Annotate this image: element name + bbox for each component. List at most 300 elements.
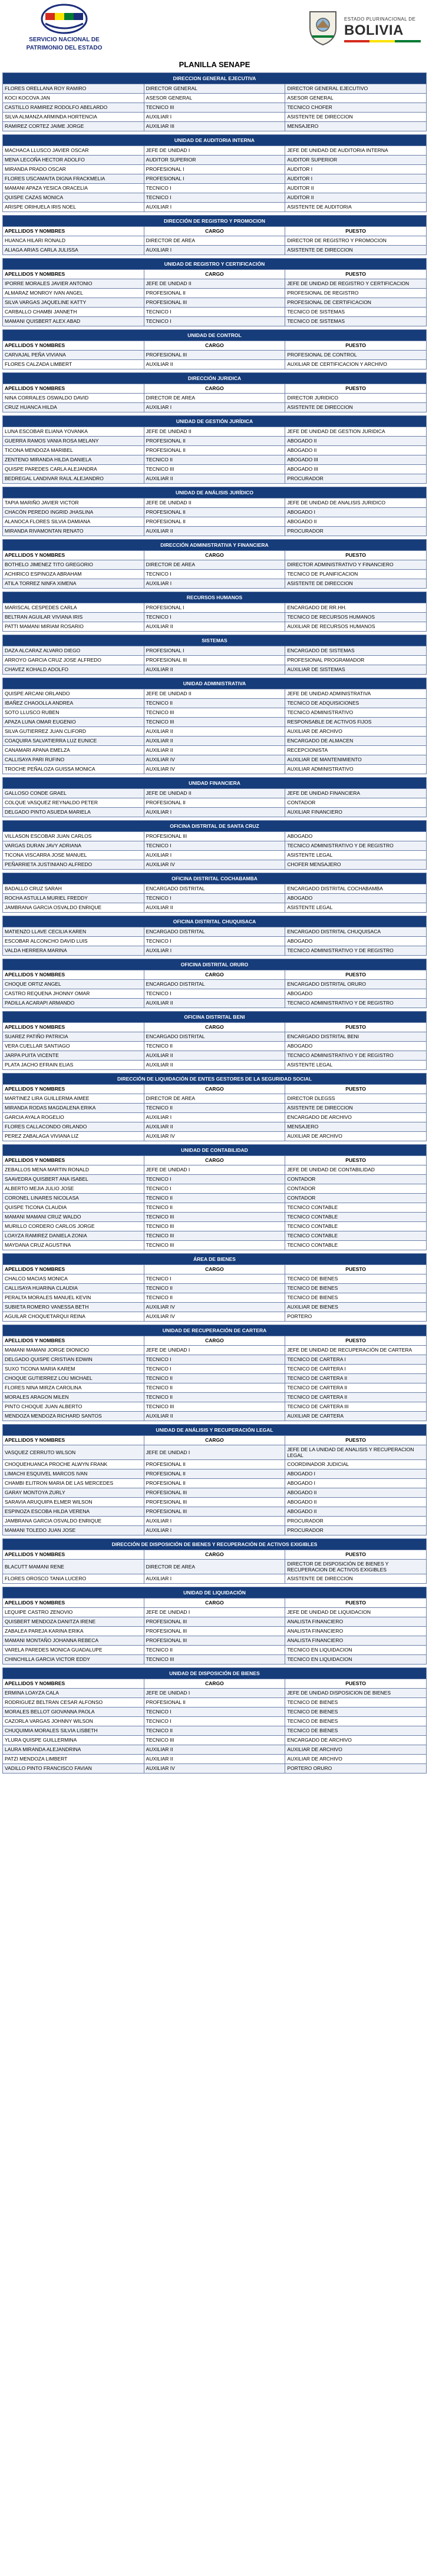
column-header-row — [3, 270, 427, 279]
cargo-cell: AUXILIAR I — [144, 579, 285, 589]
puesto-cell: DIRECTOR ADMINISTRATIVO Y FINANCIERO — [285, 560, 427, 570]
table-row — [3, 1517, 427, 1526]
employee-name-cell: ACHIRICO ESPINOZA ABRAHAM — [3, 570, 144, 579]
employee-name-cell: CRUZ HUANCA HILDA — [3, 403, 144, 412]
puesto-cell: AUXILIAR DE ARCHIVO — [285, 727, 427, 737]
table-row — [3, 1032, 427, 1042]
puesto-cell: ABOGADO I — [285, 1469, 427, 1479]
puesto-cell: ENCARGADO DE SISTEMAS — [285, 646, 427, 656]
puesto-cell: TECNICO DE CARTERA I — [285, 1365, 427, 1374]
section-header — [3, 592, 427, 603]
employee-name-cell: TROCHE PEÑALOZA GUISSA MONICA — [3, 765, 144, 774]
cargo-cell: TECNICO I — [144, 613, 285, 622]
table-row — [3, 1104, 427, 1113]
cargo-cell: TECNICO I — [144, 989, 285, 999]
section-header — [3, 135, 427, 146]
puesto-cell: JEFE DE UNIDAD DE CONTABILIDAD — [285, 1165, 427, 1175]
column-header-puesto: PUESTO — [285, 551, 427, 560]
cargo-cell: PROFESIONAL III — [144, 832, 285, 841]
employee-name-cell: TICONA MENDOZA MARIBEL — [3, 446, 144, 455]
column-header-row — [3, 384, 427, 394]
table-row — [3, 1042, 427, 1051]
cargo-cell: TECNICO III — [144, 465, 285, 474]
table-row — [3, 94, 427, 103]
employee-name-cell: IPORRE MORALES JAVIER ANTONIO — [3, 279, 144, 289]
puesto-cell: TECNICO CONTABLE — [285, 1231, 427, 1241]
employee-name-cell: BADALLO CRUZ SARAH — [3, 884, 144, 894]
table-row — [3, 156, 427, 165]
puesto-cell: ASESOR GENERAL — [285, 94, 427, 103]
employee-name-cell: ALIAGA ARIAS CARLA JULISSA — [3, 246, 144, 255]
section-title: UNIDAD DE ANÁLISIS JURÍDICO — [3, 487, 427, 498]
table-row — [3, 841, 427, 851]
cargo-cell: TECNICO III — [144, 1241, 285, 1250]
table-row — [3, 279, 427, 289]
puesto-cell: RESPONSABLE DE ACTIVOS FIJOS — [285, 718, 427, 727]
column-header-puesto: PUESTO — [285, 1265, 427, 1274]
cargo-cell: PROFESIONAL II — [144, 437, 285, 446]
section-title: UNIDAD DE LIQUIDACIÓN — [3, 1587, 427, 1599]
section-header — [3, 873, 427, 884]
table-row — [3, 236, 427, 246]
column-header-name: APELLIDOS Y NOMBRES — [3, 1265, 144, 1274]
column-header-puesto: PUESTO — [285, 1023, 427, 1032]
table-row — [3, 1222, 427, 1231]
table-row — [3, 789, 427, 798]
cargo-cell: AUXILIAR I — [144, 1526, 285, 1535]
employee-name-cell: CHOQUE GUTIERREZ LOU MICHAEL — [3, 1374, 144, 1383]
employee-name-cell: CANAMARI APANA EMELZA — [3, 746, 144, 755]
employee-name-cell: MORALES BELLOT GIOVANNA PAOLA — [3, 1708, 144, 1717]
cargo-cell: AUXILIAR IV — [144, 860, 285, 870]
puesto-cell: JEFE DE LA UNIDAD DE ANALISIS Y RECUPERACION LEGAL — [285, 1445, 427, 1460]
employee-name-cell: TICONA VISCARRA JOSE MANUEL — [3, 851, 144, 860]
cargo-cell: AUXILIAR II — [144, 999, 285, 1008]
puesto-cell: JEFE DE UNIDAD DE LIQUIDACION — [285, 1608, 427, 1617]
puesto-cell: PROFESIONAL DE CERTIFICACION — [285, 298, 427, 308]
puesto-cell: CONTADOR — [285, 798, 427, 808]
column-header-row — [3, 1265, 427, 1274]
puesto-cell: TECNICO DE CARTERA I — [285, 1355, 427, 1365]
cargo-cell: PROFESIONAL III — [144, 1636, 285, 1646]
section-title: OFICINA DISTRITAL BENI — [3, 1012, 427, 1023]
table-row — [3, 1636, 427, 1646]
puesto-cell: TECNICO EN LIQUIDACION — [285, 1646, 427, 1655]
cargo-cell: TECNICO III — [144, 1402, 285, 1412]
employee-name-cell: GALLOSO CONDE GRAEL — [3, 789, 144, 798]
column-header-cargo: CARGO — [144, 551, 285, 560]
section-title: UNIDAD DE AUDITORIA INTERNA — [3, 135, 427, 146]
employee-name-cell: RODRIGUEZ BELTRAN CESAR ALFONSO — [3, 1698, 144, 1708]
cargo-cell: PROFESIONAL II — [144, 1469, 285, 1479]
employee-name-cell: MIRANDA PRADO OSCAR — [3, 165, 144, 174]
puesto-cell: AUXILIAR DE RECURSOS HUMANOS — [285, 622, 427, 632]
employee-name-cell: LIMACHI ESQUIVEL MARCOS IVAN — [3, 1469, 144, 1479]
column-header-name: APELLIDOS Y NOMBRES — [3, 384, 144, 394]
employee-name-cell: SILVA GUTIERREZ JUAN CLIFORD — [3, 727, 144, 737]
cargo-cell: TECNICO I — [144, 570, 285, 579]
employee-name-cell: SUAREZ PATIÑO PATRICIA — [3, 1032, 144, 1042]
table-row — [3, 174, 427, 184]
employee-name-cell: VILLASON ESCOBAR JUAN CARLOS — [3, 832, 144, 841]
employee-name-cell: DELGADO QUISPE CRISTIAN EDWIN — [3, 1355, 144, 1365]
table-row — [3, 1274, 427, 1284]
table-row — [3, 999, 427, 1008]
staff-table-body — [3, 73, 427, 1774]
table-row — [3, 1132, 427, 1141]
puesto-cell: ANALISTA FINANCIERO — [285, 1627, 427, 1636]
puesto-cell: ASISTENTE LEGAL — [285, 903, 427, 913]
table-row — [3, 989, 427, 999]
employee-name-cell: LOAYZA RAMIREZ DANIELA ZONIA — [3, 1231, 144, 1241]
cargo-cell: DIRECTOR DE AREA — [144, 394, 285, 403]
puesto-cell: DIRECTOR DE DISPOSICIÓN DE BIENES Y RECUPERACION DE ACTIVOS EXIGIBLES — [285, 1560, 427, 1574]
cargo-cell: AUXILIAR II — [144, 527, 285, 536]
section-header — [3, 1074, 427, 1085]
puesto-cell: PROCURADOR — [285, 1526, 427, 1535]
employee-name-cell: FLORES NINA MIRZA CAROLINA — [3, 1383, 144, 1393]
puesto-cell: ENCARGADO DE ARCHIVO — [285, 1736, 427, 1745]
employee-name-cell: SOTO LLUSCO RUBEN — [3, 708, 144, 718]
table-row — [3, 1203, 427, 1213]
employee-name-cell: LUNA ESCOBAR ELIANA YOVANKA — [3, 427, 144, 437]
column-header-name: APELLIDOS Y NOMBRES — [3, 270, 144, 279]
cargo-cell: AUXILIAR I — [144, 403, 285, 412]
puesto-cell: PROCURADOR — [285, 1517, 427, 1526]
table-row — [3, 1445, 427, 1460]
column-header-name: APELLIDOS Y NOMBRES — [3, 1156, 144, 1165]
section-title: DIRECCIÓN DE LIQUIDACIÓN DE ENTES GESTORES DE LA SEGURIDAD SOCIAL — [3, 1074, 427, 1085]
puesto-cell: PROFESIONAL DE CONTROL — [285, 351, 427, 360]
puesto-cell: COORDINADOR JUDICIAL — [285, 1460, 427, 1469]
table-row — [3, 308, 427, 317]
cargo-cell: AUXILIAR I — [144, 808, 285, 817]
employee-name-cell: ARROYO GARCIA CRUZ JOSE ALFREDO — [3, 656, 144, 665]
table-row — [3, 1627, 427, 1636]
table-row — [3, 1689, 427, 1698]
table-row — [3, 1479, 427, 1488]
table-row — [3, 1736, 427, 1745]
cargo-cell: AUXILIAR II — [144, 746, 285, 755]
puesto-cell: TECNICO DE CARTERA II — [285, 1374, 427, 1383]
section-title: ÁREA DE BIENES — [3, 1254, 427, 1265]
column-header-puesto: PUESTO — [285, 1599, 427, 1608]
column-header-cargo: CARGO — [144, 1599, 285, 1608]
employee-name-cell: PATTI MAMANI MIRIAM ROSARIO — [3, 622, 144, 632]
cargo-cell: AUXILIAR IV — [144, 1303, 285, 1312]
table-row — [3, 474, 427, 484]
cargo-cell: PROFESIONAL II — [144, 798, 285, 808]
cargo-cell: JEFE DE UNIDAD I — [144, 146, 285, 156]
table-row — [3, 122, 427, 131]
puesto-cell: ABOGADO — [285, 1042, 427, 1051]
puesto-cell: ENCARGADO DISTRITAL ORURO — [285, 980, 427, 989]
column-header-cargo: CARGO — [144, 227, 285, 236]
table-row — [3, 937, 427, 946]
column-header-row — [3, 1085, 427, 1094]
cargo-cell: PROFESIONAL III — [144, 1627, 285, 1636]
table-row — [3, 613, 427, 622]
table-row — [3, 737, 427, 746]
cargo-cell: AUXILIAR I — [144, 1517, 285, 1526]
cargo-cell: PROFESIONAL II — [144, 1479, 285, 1488]
employee-name-cell: RAMIREZ CORTEZ JAIME JORGE — [3, 122, 144, 131]
table-row — [3, 1655, 427, 1665]
section-header — [3, 330, 427, 341]
cargo-cell: AUXILIAR II — [144, 727, 285, 737]
puesto-cell: MENSAJERO — [285, 122, 427, 131]
column-header-puesto: PUESTO — [285, 341, 427, 351]
table-row — [3, 1184, 427, 1194]
cargo-cell: ENCARGADO DISTRITAL — [144, 980, 285, 989]
puesto-cell: TECNICO EN LIQUIDACION — [285, 1655, 427, 1665]
table-row — [3, 727, 427, 737]
puesto-cell: ABOGADO — [285, 937, 427, 946]
column-header-row — [3, 227, 427, 236]
section-title: DIRECCIÓN ADMINISTRATIVA Y FINANCIERA — [3, 540, 427, 551]
puesto-cell: JEFE DE UNIDAD ADMINISTRATIVA — [285, 689, 427, 699]
puesto-cell: ENCARGADO DISTRITAL BENI — [285, 1032, 427, 1042]
cargo-cell: PROFESIONAL II — [144, 1460, 285, 1469]
employee-name-cell: FLORES CALLACONDO ORLANDO — [3, 1122, 144, 1132]
state-label-big: BOLIVIA — [344, 22, 404, 38]
table-row — [3, 708, 427, 718]
cargo-cell: TECNICO I — [144, 1274, 285, 1284]
column-header-cargo: CARGO — [144, 1265, 285, 1274]
employee-name-cell: CHOQUE ORTIZ ANGEL — [3, 980, 144, 989]
cargo-cell: AUXILIAR II — [144, 737, 285, 746]
puesto-cell: AUXILIAR DE ARCHIVO — [285, 1755, 427, 1764]
employee-name-cell: CALLISAYA HUARINA CLAUDIA — [3, 1284, 144, 1293]
table-row — [3, 1498, 427, 1507]
column-header-name: APELLIDOS Y NOMBRES — [3, 1679, 144, 1689]
section-title: UNIDAD DE RECUPERACIÓN DE CARTERA — [3, 1325, 427, 1336]
puesto-cell: AUXILIAR DE CERTIFICACION Y ARCHIVO — [285, 360, 427, 369]
table-row — [3, 1755, 427, 1764]
cargo-cell: AUXILIAR I — [144, 946, 285, 956]
puesto-cell: TECNICO CONTABLE — [285, 1241, 427, 1250]
table-row — [3, 1608, 427, 1617]
puesto-cell: TECNICO CONTABLE — [285, 1213, 427, 1222]
cargo-cell: PROFESIONAL I — [144, 603, 285, 613]
cargo-cell: PROFESIONAL II — [144, 1698, 285, 1708]
column-header-cargo: CARGO — [144, 1023, 285, 1032]
column-header-cargo: CARGO — [144, 1336, 285, 1346]
employee-name-cell: MACHACA LLUSCO JAVIER OSCAR — [3, 146, 144, 156]
cargo-cell: JEFE DE UNIDAD I — [144, 1165, 285, 1175]
puesto-cell: TECNICO DE BIENES — [285, 1717, 427, 1726]
employee-name-cell: LAURA MIRANDA ALEJANDRINA — [3, 1745, 144, 1755]
puesto-cell: ASISTENTE DE DIRECCION — [285, 1574, 427, 1584]
table-row — [3, 1526, 427, 1535]
section-header — [3, 1587, 427, 1599]
logo-text-line-1: SERVICIO NACIONAL DE — [29, 37, 100, 43]
puesto-cell: AUDITOR II — [285, 193, 427, 203]
employee-name-cell: MARISCAL CESPEDES CARLA — [3, 603, 144, 613]
cargo-cell: TECNICO II — [144, 1042, 285, 1051]
employee-name-cell: ARISPE ORIHUELA IRIS NOEL — [3, 203, 144, 212]
cargo-cell: TECNICO II — [144, 1104, 285, 1113]
puesto-cell: JEFE DE UNIDAD DISPOSICION DE BIENES — [285, 1689, 427, 1698]
cargo-cell: PROFESIONAL I — [144, 174, 285, 184]
cargo-cell: AUXILIAR II — [144, 1061, 285, 1070]
table-row — [3, 1745, 427, 1755]
employee-name-cell: IBAÑEZ CHAOOLLA ANDREA — [3, 699, 144, 708]
cargo-cell: AUXILIAR III — [144, 122, 285, 131]
puesto-cell: ENCARGADO DE ALMACEN — [285, 737, 427, 746]
puesto-cell: ABOGADO — [285, 989, 427, 999]
employee-name-cell: JAMBRANA GARCIA OSVALDO ENRIQUE — [3, 903, 144, 913]
employee-name-cell: PEREZ ZABALAGA VIVIANA LIZ — [3, 1132, 144, 1141]
puesto-cell: TECNICO DE BIENES — [285, 1284, 427, 1293]
column-header-cargo: CARGO — [144, 270, 285, 279]
column-header-puesto: PUESTO — [285, 970, 427, 980]
employee-name-cell: AGUILAR CHOQUETARQUI REINA — [3, 1312, 144, 1322]
puesto-cell: CHOFER MENSAJERO — [285, 860, 427, 870]
table-row — [3, 1764, 427, 1774]
employee-name-cell: ALANOCA FLORES SILVIA DAMIANA — [3, 517, 144, 527]
puesto-cell: ENCARGADO DE ARCHIVO — [285, 1113, 427, 1122]
employee-name-cell: SUBIETA ROMERO VANESSA BETH — [3, 1303, 144, 1312]
employee-name-cell: CHAVEZ KOHALD ADOLFO — [3, 665, 144, 675]
employee-name-cell: CHACÓN PEREDO INGRID JHASLINA — [3, 508, 144, 517]
table-row — [3, 1374, 427, 1383]
section-title: UNIDAD DE CONTABILIDAD — [3, 1145, 427, 1156]
cargo-cell: AUXILIAR I — [144, 113, 285, 122]
cargo-cell: TECNICO II — [144, 699, 285, 708]
table-row — [3, 1094, 427, 1104]
puesto-cell: PROCURADOR — [285, 474, 427, 484]
employee-name-cell: ZEBALLOS MENA MARTIN RONALD — [3, 1165, 144, 1175]
section-title: UNIDAD DE DISPOSICIÓN DE BIENES — [3, 1668, 427, 1679]
section-header — [3, 540, 427, 551]
table-row — [3, 927, 427, 937]
employee-name-cell: FLORES CALZADA LIMBERT — [3, 360, 144, 369]
cargo-cell: TECNICO I — [144, 308, 285, 317]
cargo-cell: AUXILIAR II — [144, 1122, 285, 1132]
puesto-cell: AUDITOR I — [285, 165, 427, 174]
logo-text-line-2: PATRIMONIO DEL ESTADO — [26, 45, 103, 51]
employee-name-cell: GARCIA AYALA ROGELIO — [3, 1113, 144, 1122]
employee-name-cell: CHUQUIMIA MORALES SILVIA LISBETH — [3, 1726, 144, 1736]
cargo-cell: AUXILIAR I — [144, 851, 285, 860]
table-row — [3, 184, 427, 193]
column-header-row — [3, 1436, 427, 1445]
cargo-cell: JEFE DE UNIDAD I — [144, 1346, 285, 1355]
employee-name-cell: PLATA JACHO EFRAIN ELIAS — [3, 1061, 144, 1070]
puesto-cell: TECNICO DE CARTERA II — [285, 1383, 427, 1393]
puesto-cell: ASISTENTE LEGAL — [285, 851, 427, 860]
section-header — [3, 678, 427, 689]
section-header — [3, 821, 427, 832]
cargo-cell: TECNICO II — [144, 1293, 285, 1303]
puesto-cell: AUDITOR II — [285, 184, 427, 193]
cargo-cell: ENCARGADO DISTRITAL — [144, 927, 285, 937]
cargo-cell: TECNICO I — [144, 894, 285, 903]
employee-name-cell: YLURA QUISPE GUILLERMINA — [3, 1736, 144, 1745]
table-row — [3, 465, 427, 474]
cargo-cell: JEFE DE UNIDAD II — [144, 427, 285, 437]
section-title: UNIDAD DE ANÁLISIS Y RECUPERACIÓN LEGAL — [3, 1425, 427, 1436]
puesto-cell: ABOGADO III — [285, 455, 427, 465]
employee-name-cell: CHAMBI ELITRON MARIA DE LAS MERCEDES — [3, 1479, 144, 1488]
employee-name-cell: MAMANI MONTAÑO JOHANNA REBECA — [3, 1636, 144, 1646]
table-row — [3, 699, 427, 708]
cargo-cell: DIRECTOR GENERAL — [144, 84, 285, 94]
section-header — [3, 73, 427, 84]
employee-name-cell: QUISPE PAREDES CARLA ALEJANDRA — [3, 465, 144, 474]
table-row — [3, 665, 427, 675]
cargo-cell: TECNICO I — [144, 1708, 285, 1717]
column-header-row — [3, 1336, 427, 1346]
table-row — [3, 579, 427, 589]
table-row — [3, 946, 427, 956]
column-header-cargo: CARGO — [144, 341, 285, 351]
column-header-name: APELLIDOS Y NOMBRES — [3, 227, 144, 236]
cargo-cell: PROFESIONAL III — [144, 1488, 285, 1498]
puesto-cell: TECNICO DE PLANIFICACION — [285, 570, 427, 579]
section-title: UNIDAD FINANCIERA — [3, 778, 427, 789]
section-title: DIRECCIÓN DE DISPOSICIÓN DE BIENES Y RECUPERACIÓN DE ACTIVOS EXIGIBLES — [3, 1539, 427, 1550]
puesto-cell: TECNICO DE RECURSOS HUMANOS — [285, 613, 427, 622]
cargo-cell: PROFESIONAL III — [144, 298, 285, 308]
cargo-cell: PROFESIONAL III — [144, 1617, 285, 1627]
cargo-cell: ENCARGADO DISTRITAL — [144, 884, 285, 894]
puesto-cell: JEFE DE UNIDAD DE GESTION JURIDICA — [285, 427, 427, 437]
employee-name-cell: SUXO TICONA MARIA KAREM — [3, 1365, 144, 1374]
puesto-cell: JEFE DE UNIDAD DE REGISTRO Y CERTIFICACION — [285, 279, 427, 289]
table-row — [3, 1617, 427, 1627]
table-row — [3, 1122, 427, 1132]
employee-name-cell: FLORES USCAMAITA DIGNA FRACKMELIA — [3, 174, 144, 184]
table-row — [3, 360, 427, 369]
table-row — [3, 1346, 427, 1355]
puesto-cell: JEFE DE UNIDAD FINANCIERA — [285, 789, 427, 798]
puesto-cell: ASISTENTE DE DIRECCION — [285, 403, 427, 412]
column-header-cargo: CARGO — [144, 1679, 285, 1689]
cargo-cell: PROFESIONAL II — [144, 446, 285, 455]
puesto-cell: ABOGADO III — [285, 465, 427, 474]
puesto-cell: TECNICO DE BIENES — [285, 1726, 427, 1736]
table-row — [3, 298, 427, 308]
column-header-cargo: CARGO — [144, 1085, 285, 1094]
table-row — [3, 113, 427, 122]
table-row — [3, 1213, 427, 1222]
column-header-cargo: CARGO — [144, 1156, 285, 1165]
column-header-puesto: PUESTO — [285, 1085, 427, 1094]
cargo-cell: TECNICO I — [144, 1365, 285, 1374]
table-row — [3, 1303, 427, 1312]
cargo-cell: TECNICO I — [144, 1355, 285, 1365]
section-header — [3, 259, 427, 270]
table-row — [3, 1293, 427, 1303]
employee-name-cell: JAMBRANA GARCIA OSVALDO ENRIQUE — [3, 1517, 144, 1526]
cargo-cell: ASESOR GENERAL — [144, 94, 285, 103]
puesto-cell: TECNICO DE CARTERA III — [285, 1402, 427, 1412]
table-row — [3, 1717, 427, 1726]
table-row — [3, 317, 427, 326]
table-row — [3, 1051, 427, 1061]
section-header — [3, 1668, 427, 1679]
cargo-cell: AUXILIAR I — [144, 246, 285, 255]
puesto-cell: ASISTENTE DE DIRECCION — [285, 579, 427, 589]
employee-name-cell: ATILA TORREZ NINFA XIMENA — [3, 579, 144, 589]
employee-name-cell: ZABALEA PAREJA KARINA ERIKA — [3, 1627, 144, 1636]
cargo-cell: JEFE DE UNIDAD I — [144, 1445, 285, 1460]
employee-name-cell: ALMARAZ MONROY IVAN ANGEL — [3, 289, 144, 298]
puesto-cell: AUXILIAR DE CARTERA — [285, 1412, 427, 1421]
puesto-cell: TECNICO DE BIENES — [285, 1708, 427, 1717]
